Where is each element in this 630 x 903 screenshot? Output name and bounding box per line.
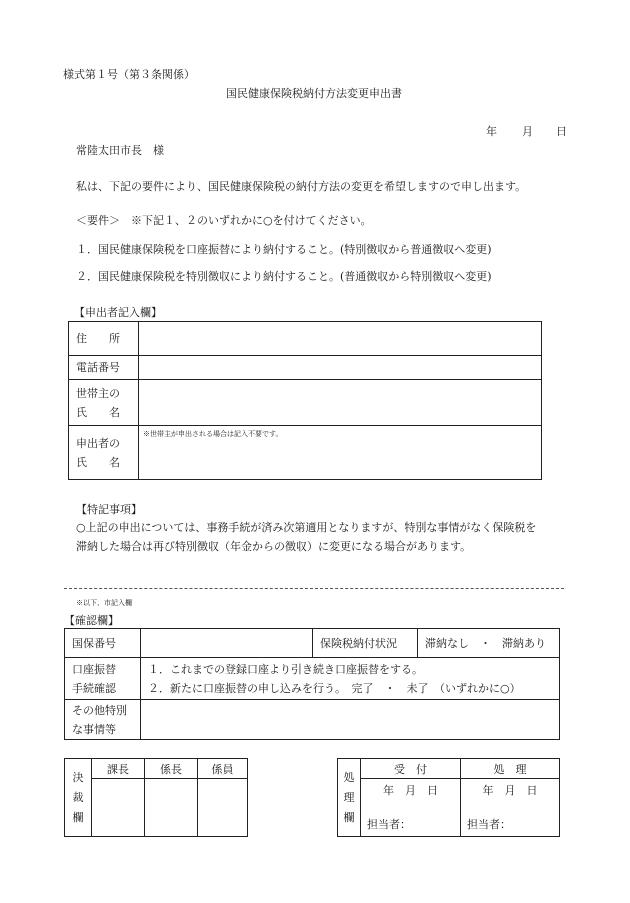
approval-stamp-section-chief[interactable] (92, 779, 145, 837)
applicant-name-label: 申出者の 氏 名 (69, 426, 139, 480)
insurance-no-field[interactable] (141, 629, 313, 658)
confirmation-heading: 【確認欄】 (64, 614, 119, 627)
processing-side-label: 処 理 欄 (338, 759, 361, 837)
special-line-2: 滞納した場合は再び特別徴収（年金からの徴収）に変更になる場合があります。 (76, 540, 472, 553)
received-person: 担当者： (367, 818, 411, 831)
date-year: 年 (486, 125, 497, 138)
received-date: 年 月 日 (383, 784, 438, 797)
applicant-heading: 【申出者記入欄】 (74, 306, 162, 319)
approval-col-section-chief: 課長 (92, 759, 145, 779)
approval-side-label: 決 裁 欄 (65, 759, 92, 837)
payment-status-label: 保険税納付状況 (313, 629, 418, 658)
processed-date: 年 月 日 (482, 784, 538, 797)
received-cell[interactable] (361, 779, 461, 837)
approval-stamp-staff[interactable] (198, 779, 248, 837)
form-number: 様式第１号（第３条関係） (63, 68, 195, 81)
cut-line-divider (64, 588, 564, 589)
processed-header: 処 理 (461, 759, 560, 779)
householder-name-field[interactable] (139, 380, 542, 426)
transfer-options[interactable] (141, 658, 560, 700)
date-month: 月 (522, 125, 533, 138)
phone-label: 電話番号 (69, 356, 139, 380)
received-header: 受 付 (361, 759, 461, 779)
processed-cell[interactable] (461, 779, 560, 837)
special-line-1: ○上記の申出については、事務手続が済み次第適用となりますが、特別な事情がなく保険税を (76, 521, 537, 534)
insurance-no-label: 国保番号 (65, 629, 141, 658)
page-title: 国民健康保険税納付方法変更申出書 (226, 87, 402, 100)
approval-stamp-subsection-chief[interactable] (145, 779, 198, 837)
approval-col-staff: 係員 (198, 759, 248, 779)
householder-name-label: 世帯主の 氏 名 (69, 380, 139, 426)
approval-col-subsection-chief: 係長 (145, 759, 198, 779)
phone-field[interactable] (139, 356, 542, 380)
address-field[interactable] (139, 322, 542, 356)
processing-table (337, 758, 560, 837)
applicant-name-field[interactable] (139, 426, 542, 480)
requirements-heading: ＜要件＞ ※下記１、２のいずれかに○を付けてください。 (76, 214, 372, 227)
office-note: ※以下、市記入欄 (76, 599, 132, 607)
approval-table (64, 758, 248, 837)
other-circumstances-label: その他特別 な事情等 (65, 700, 141, 740)
requirement-item-2: ２．国民健康保険税を特別徴収により納付すること。(普通徴収から特別徴収へ変更) (76, 270, 492, 283)
requirement-item-1: １．国民健康保険税を口座振替により納付すること。(特別徴収から普通徴収へ変更) (76, 243, 492, 256)
date-day: 日 (556, 125, 567, 138)
payment-status-options[interactable]: 滞納なし ・ 滞納あり (418, 629, 560, 658)
applicant-note: ※世帯主が申出される場合は記入不要です。 (143, 430, 283, 438)
other-circumstances-field[interactable] (141, 700, 560, 740)
transfer-label: 口座振替 手続確認 (65, 658, 141, 700)
transfer-option-2[interactable]: ２．新たに口座振替の申し込みを行う。 完了 ・ 未了 （いずれかに○） (148, 681, 521, 695)
special-heading: 【特記事項】 (76, 503, 142, 516)
processed-person: 担当者： (467, 818, 511, 831)
address-label: 住 所 (69, 322, 139, 356)
transfer-option-1[interactable]: １．これまでの登録口座より引き続き口座振替をする。 (148, 662, 423, 676)
addressee: 常陸太田市長 様 (76, 144, 164, 157)
intro-text: 私は、下記の要件により、国民健康保険税の納付方法の変更を希望しますので申し出ます。 (76, 180, 527, 193)
applicant-table (68, 321, 542, 480)
confirmation-table (64, 628, 560, 740)
